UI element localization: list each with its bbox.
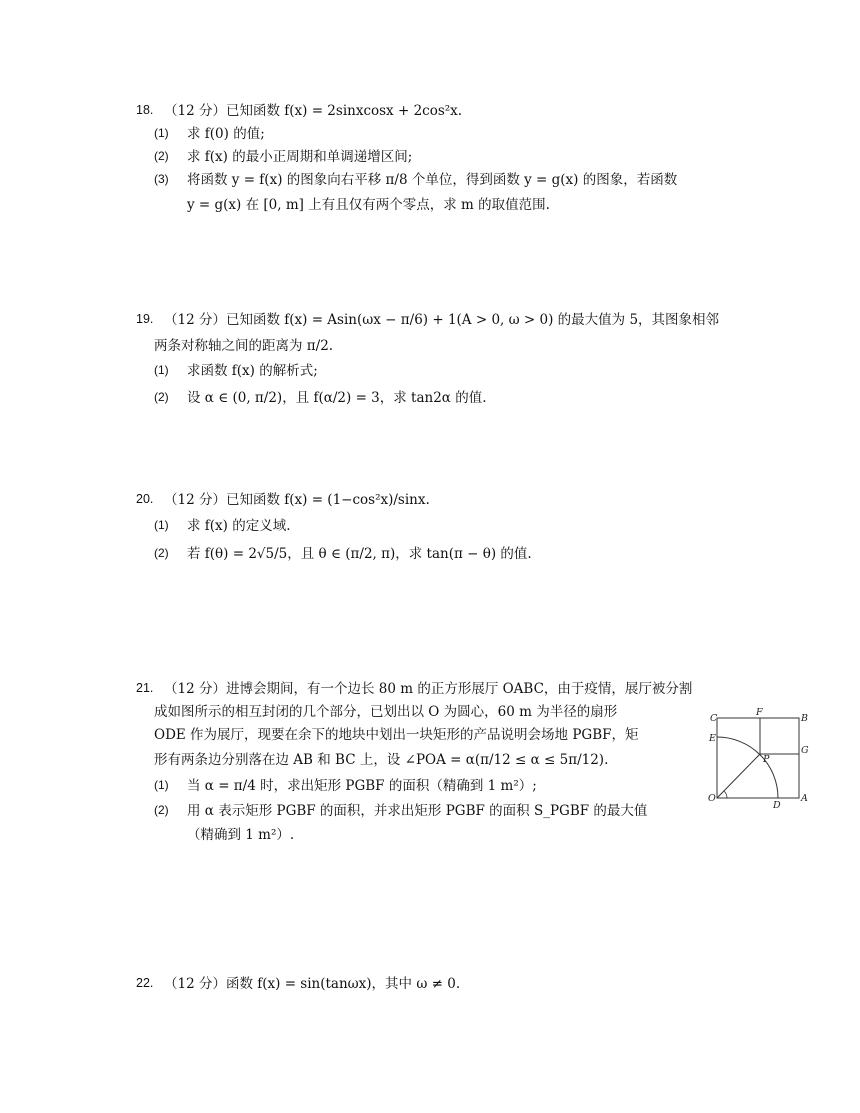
problem-stem: （12 分）进博会期间，有一个边长 80 m 的正方形展厅 OABC，由于疫情，展厅被分割: [164, 681, 693, 697]
subquestion-text: 用 α 表示矩形 PGBF 的面积，并求出矩形 PGBF 的面积 S_PGBF 的最大值: [187, 803, 648, 819]
subquestion-text: 设 α ∈ (0, π/2)，且 f(α/2) = 3，求 tan2α 的值.: [187, 390, 487, 406]
problem-stem: （12 分）已知函数 f(x) = Asin(ωx − π/6) + 1(A > 0, ω > 0) 的最大值为 5，其图象相邻: [164, 312, 720, 328]
subquestion-label: (2): [154, 546, 169, 560]
problem-number: 19.: [136, 312, 154, 326]
label-o: O: [708, 793, 716, 804]
subquestion-label: (1): [154, 778, 169, 792]
problem-stem: 成如图所示的相互封闭的几个部分，已划出以 O 为圆心，60 m 为半径的扇形: [154, 704, 618, 720]
problem-stem: （12 分）已知函数 f(x) = 2sinxcosx + 2cos²x.: [164, 103, 463, 119]
segment-op: [717, 754, 760, 798]
label-g: G: [801, 745, 809, 756]
subquestion-label: (2): [154, 390, 169, 404]
label-d: D: [773, 800, 781, 811]
square-hall-figure: [700, 708, 820, 814]
subquestion-text: （精确到 1 m²）.: [187, 827, 295, 843]
label-c: C: [710, 713, 718, 724]
angle-alpha-mark: [724, 791, 727, 798]
label-b: B: [801, 713, 808, 724]
subquestion-label: (1): [154, 126, 169, 140]
problem-stem: ODE 作为展厅，现要在余下的地块中划出一块矩形的产品说明会场地 PGBF，矩: [154, 727, 639, 743]
problem-stem: 形有两条边分别落在边 AB 和 BC 上，设 ∠POA = α(π/12 ≤ α ≤ 5π/12).: [154, 752, 609, 768]
subquestion-label: (1): [154, 518, 169, 532]
label-p: P: [763, 754, 770, 765]
subquestion-text: y = g(x) 在 [0, m] 上有且仅有两个零点，求 m 的取值范围.: [187, 197, 550, 213]
label-e: E: [709, 733, 716, 744]
subquestion-label: (2): [154, 149, 169, 163]
subquestion-text: 求 f(0) 的值;: [187, 126, 265, 142]
problem-number: 21.: [136, 681, 154, 695]
problem-number: 20.: [136, 492, 154, 506]
problem-stem: 两条对称轴之间的距离为 π/2.: [154, 338, 334, 354]
subquestion-label: (1): [154, 363, 169, 377]
subquestion-text: 若 f(θ) = 2√5/5，且 θ ∈ (π/2, π)，求 tan(π − θ) 的值.: [187, 546, 532, 562]
problem-stem: （12 分）已知函数 f(x) = (1−cos²x)/sinx.: [164, 492, 430, 508]
problem-stem: （12 分）函数 f(x) = sin(tanωx)，其中 ω ≠ 0.: [164, 976, 461, 992]
subquestion-label: (3): [154, 172, 169, 186]
subquestion-text: 求函数 f(x) 的解析式;: [187, 363, 318, 379]
subquestion-text: 求 f(x) 的最小正周期和单调递增区间;: [187, 149, 413, 165]
label-a: A: [801, 793, 808, 804]
subquestion-text: 将函数 y = f(x) 的图象向右平移 π/8 个单位，得到函数 y = g(x) 的图象，若函数: [187, 172, 678, 188]
problem-number: 18.: [136, 103, 154, 117]
subquestion-text: 当 α = π/4 时，求出矩形 PGBF 的面积（精确到 1 m²）;: [187, 778, 537, 794]
subquestion-label: (2): [154, 803, 169, 817]
subquestion-text: 求 f(x) 的定义域.: [187, 518, 291, 534]
problem-number: 22.: [136, 976, 154, 990]
label-f: F: [756, 708, 763, 718]
